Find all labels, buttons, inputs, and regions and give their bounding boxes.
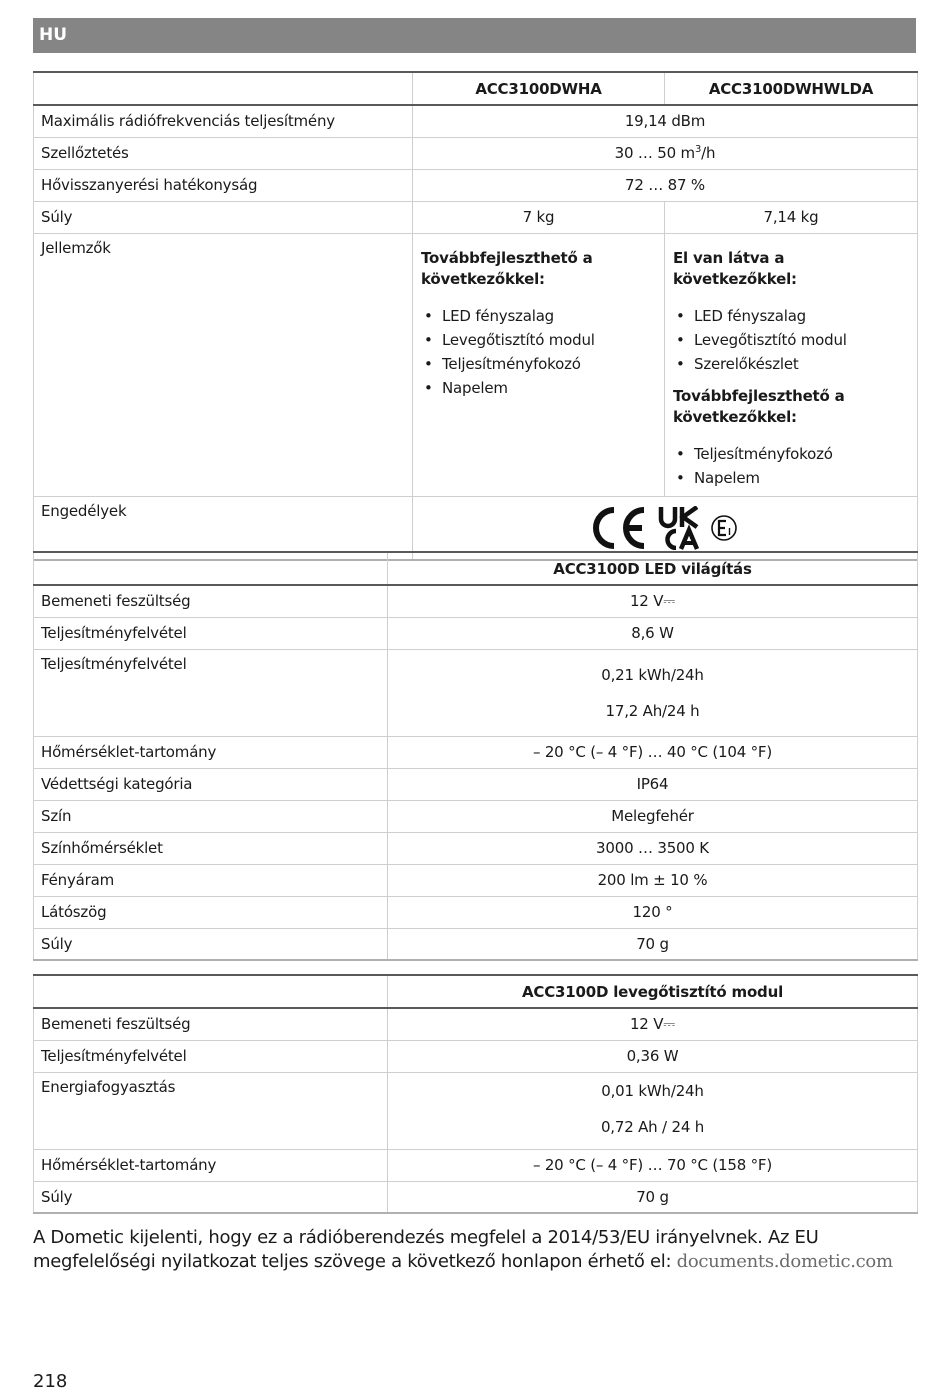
row-label: Védettségi kategória <box>34 768 388 800</box>
table-row <box>34 1040 918 1072</box>
e-mark-icon <box>710 514 738 542</box>
table-row <box>34 617 918 649</box>
value-line: 0,21 kWh/24h <box>601 665 704 684</box>
features-list <box>421 304 656 400</box>
table-row <box>34 928 918 960</box>
features-title: Továbbfejleszthető a következőkkel: <box>673 386 845 426</box>
list-item: • Napelem <box>421 376 656 400</box>
value-line: 0,01 kWh/24h <box>601 1081 704 1100</box>
row-label: Energiafogyasztás <box>34 1072 388 1149</box>
row-value-a: 7 kg <box>413 201 665 233</box>
spec-table-main <box>33 71 918 561</box>
row-label: Bemeneti feszültség <box>34 585 388 617</box>
row-label: Maximális rádiófrekvenciás teljesítmény <box>34 105 413 137</box>
table-header-empty <box>34 72 413 105</box>
table-header-led: ACC3100D LED világítás <box>388 552 918 585</box>
ce-mark-icon <box>592 506 648 550</box>
row-label: Teljesítményfelvétel <box>34 1040 388 1072</box>
row-value: – 20 °C (– 4 °F) … 40 °C (104 °F) <box>388 736 918 768</box>
row-label: Színhőmérséklet <box>34 832 388 864</box>
ukca-mark-icon <box>658 506 700 550</box>
list-item: • Levegőtisztító modul <box>673 328 909 352</box>
features-title: El van látva a következőkkel: <box>673 248 797 288</box>
table-row <box>34 864 918 896</box>
row-value <box>413 137 918 169</box>
value-superscript: 3 <box>694 144 702 155</box>
table-row <box>34 800 918 832</box>
row-label: Fényáram <box>34 864 388 896</box>
row-value: 12 V⎓ <box>388 585 918 617</box>
row-label: Teljesítményfelvétel <box>34 649 388 736</box>
language-header: HU <box>33 18 916 53</box>
list-item: • LED fényszalag <box>421 304 656 328</box>
table-row <box>34 1072 918 1149</box>
features-model-a <box>413 233 665 496</box>
table-header-air-purifier: ACC3100D levegőtisztító modul <box>388 975 918 1008</box>
table-row <box>34 169 918 201</box>
row-value: 70 g <box>388 1181 918 1213</box>
row-label: Súly <box>34 1181 388 1213</box>
value-line: 17,2 Ah/24 h <box>605 701 700 720</box>
spec-table-air-purifier <box>33 974 918 1214</box>
value-suffix: /h <box>701 144 716 162</box>
row-value <box>388 649 918 736</box>
list-item: • Napelem <box>673 466 909 490</box>
list-item: • Levegőtisztító modul <box>421 328 656 352</box>
table-row <box>34 736 918 768</box>
row-value: 200 lm ± 10 % <box>388 864 918 896</box>
page-number: 218 <box>33 1371 68 1392</box>
features-list <box>673 304 909 376</box>
row-value: 70 g <box>388 928 918 960</box>
row-label: Hőmérséklet-tartomány <box>34 736 388 768</box>
table-header-model-a: ACC3100DWHA <box>413 72 665 105</box>
row-value: 0,36 W <box>388 1040 918 1072</box>
row-label: Látószög <box>34 896 388 928</box>
row-value: 8,6 W <box>388 617 918 649</box>
declaration-body: A Dometic kijelenti, hogy ez a rádióberendezés megfelel a 2014/53/EU irányelvnek. Az EU megfelelőségi nyilatkozat teljes szövege a következő honlapon érhető el: <box>33 1227 819 1272</box>
row-label: Súly <box>34 928 388 960</box>
row-label: Hőmérséklet-tartomány <box>34 1149 388 1181</box>
features-title: Továbbfejleszthető a következőkkel: <box>421 248 593 288</box>
table-header-model-b: ACC3100DWHWLDA <box>665 72 918 105</box>
row-value: 120 ° <box>388 896 918 928</box>
value-line: 0,72 Ah / 24 h <box>600 1117 705 1136</box>
row-value: 19,14 dBm <box>413 105 918 137</box>
table-row <box>34 649 918 736</box>
table-row <box>34 201 918 233</box>
list-item: • Szerelőkészlet <box>673 352 909 376</box>
row-label: Engedélyek <box>34 496 413 560</box>
list-item: • Teljesítményfokozó <box>421 352 656 376</box>
features-list <box>673 442 909 490</box>
declaration-text <box>33 1226 917 1274</box>
row-value: – 20 °C (– 4 °F) … 70 °C (158 °F) <box>388 1149 918 1181</box>
table-row <box>34 1008 918 1040</box>
table-row <box>34 585 918 617</box>
row-label: Jellemzők <box>34 233 413 496</box>
spec-table-led <box>33 551 918 961</box>
row-value: 72 … 87 % <box>413 169 918 201</box>
table-row <box>34 896 918 928</box>
row-value-b: 7,14 kg <box>665 201 918 233</box>
row-label: Szín <box>34 800 388 832</box>
table-header-empty <box>34 975 388 1008</box>
documents-link[interactable]: documents.dometic.com <box>676 1251 893 1272</box>
table-row-features <box>34 233 918 496</box>
row-label: Szellőztetés <box>34 137 413 169</box>
table-row <box>34 768 918 800</box>
row-value: Melegfehér <box>388 800 918 832</box>
table-row <box>34 832 918 864</box>
row-value <box>388 1072 918 1149</box>
row-value: 3000 … 3500 K <box>388 832 918 864</box>
table-row <box>34 137 918 169</box>
row-label: Hővisszanyerési hatékonyság <box>34 169 413 201</box>
value-prefix: 30 … 50 m <box>614 144 695 162</box>
table-header-empty <box>34 552 388 585</box>
table-row <box>34 1149 918 1181</box>
row-label: Bemeneti feszültség <box>34 1008 388 1040</box>
list-item: • Teljesítményfokozó <box>673 442 909 466</box>
list-item: • LED fényszalag <box>673 304 909 328</box>
row-label: Teljesítményfelvétel <box>34 617 388 649</box>
row-value: 12 V⎓ <box>388 1008 918 1040</box>
features-model-b <box>665 233 918 496</box>
table-row <box>34 105 918 137</box>
row-label: Súly <box>34 201 413 233</box>
row-value: IP64 <box>388 768 918 800</box>
table-row <box>34 1181 918 1213</box>
